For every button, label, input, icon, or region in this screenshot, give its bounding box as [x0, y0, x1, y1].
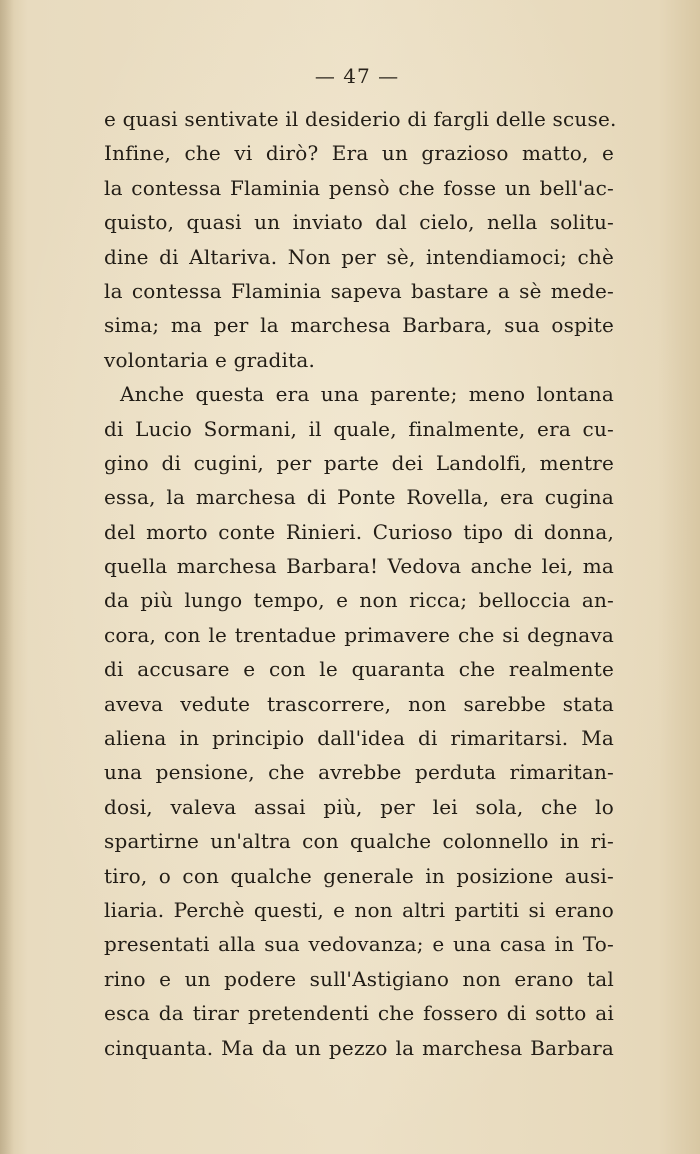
text-line: rino e un podere sull'Astigiano non erano tal [104, 966, 614, 991]
text-line: la contessa Flaminia pensò che fosse un bell'ac- [104, 175, 614, 200]
text-line: cora, con le trentadue primavere che si degnava [104, 622, 614, 647]
text-line: esca da tirar pretendenti che fossero di sotto ai [104, 1001, 614, 1026]
text-line: dine di Altariva. Non per sè, intendiamoci; chè [104, 244, 614, 269]
text-line: Infine, che vi dirò? Era un grazioso matto, e [104, 141, 614, 166]
paragraph-end-line: volontaria e gradita. [104, 347, 316, 372]
text-line: di Lucio Sormani, il quale, finalmente, era cu- [104, 416, 614, 441]
text-line: dosi, valeva assai più, per lei sola, che lo [104, 794, 614, 819]
text-line: tiro, o con qualche generale in posizione ausi- [104, 863, 614, 888]
page-number: — 47 — [314, 64, 400, 88]
text-line: di accusare e con le quaranta che realmente [104, 657, 614, 682]
text-line: e quasi sentivate il desiderio di fargli delle scuse. [104, 107, 617, 131]
text-line: cinquanta. Ma da un pezzo la marchesa Barbara [104, 1035, 614, 1060]
text-line: spartirne un'altra con qualche colonnello in ri- [104, 829, 614, 854]
text-line: quisto, quasi un inviato dal cielo, nella solitu- [104, 210, 614, 235]
text-line: da più lungo tempo, e non ricca; belloccia an- [104, 588, 614, 613]
text-line: liaria. Perchè questi, e non altri partiti si erano [104, 897, 614, 922]
text-line: essa, la marchesa di Ponte Rovella, era cugina [104, 485, 614, 510]
text-line: aliena in principio dall'idea di rimaritarsi. Ma [104, 726, 614, 751]
paragraph-start-line: Anche questa era una parente; meno lontana [120, 382, 614, 407]
text-line: del morto conte Rinieri. Curioso tipo di donna, [104, 519, 614, 544]
text-line: una pensione, che avrebbe perduta rimaritan- [104, 760, 614, 785]
text-line: quella marchesa Barbara! Vedova anche lei, ma [104, 554, 614, 579]
text-line: la contessa Flaminia sapeva bastare a sè mede- [104, 278, 614, 303]
text-line: gino di cugini, per parte dei Landolfi, mentre [104, 450, 614, 475]
text-line: sima; ma per la marchesa Barbara, sua ospite [104, 313, 614, 338]
text-line: aveva vedute trascorrere, non sarebbe stata [104, 691, 614, 716]
text-line: presentati alla sua vedovanza; e una casa in To- [104, 932, 614, 957]
body-text [104, 102, 617, 1065]
